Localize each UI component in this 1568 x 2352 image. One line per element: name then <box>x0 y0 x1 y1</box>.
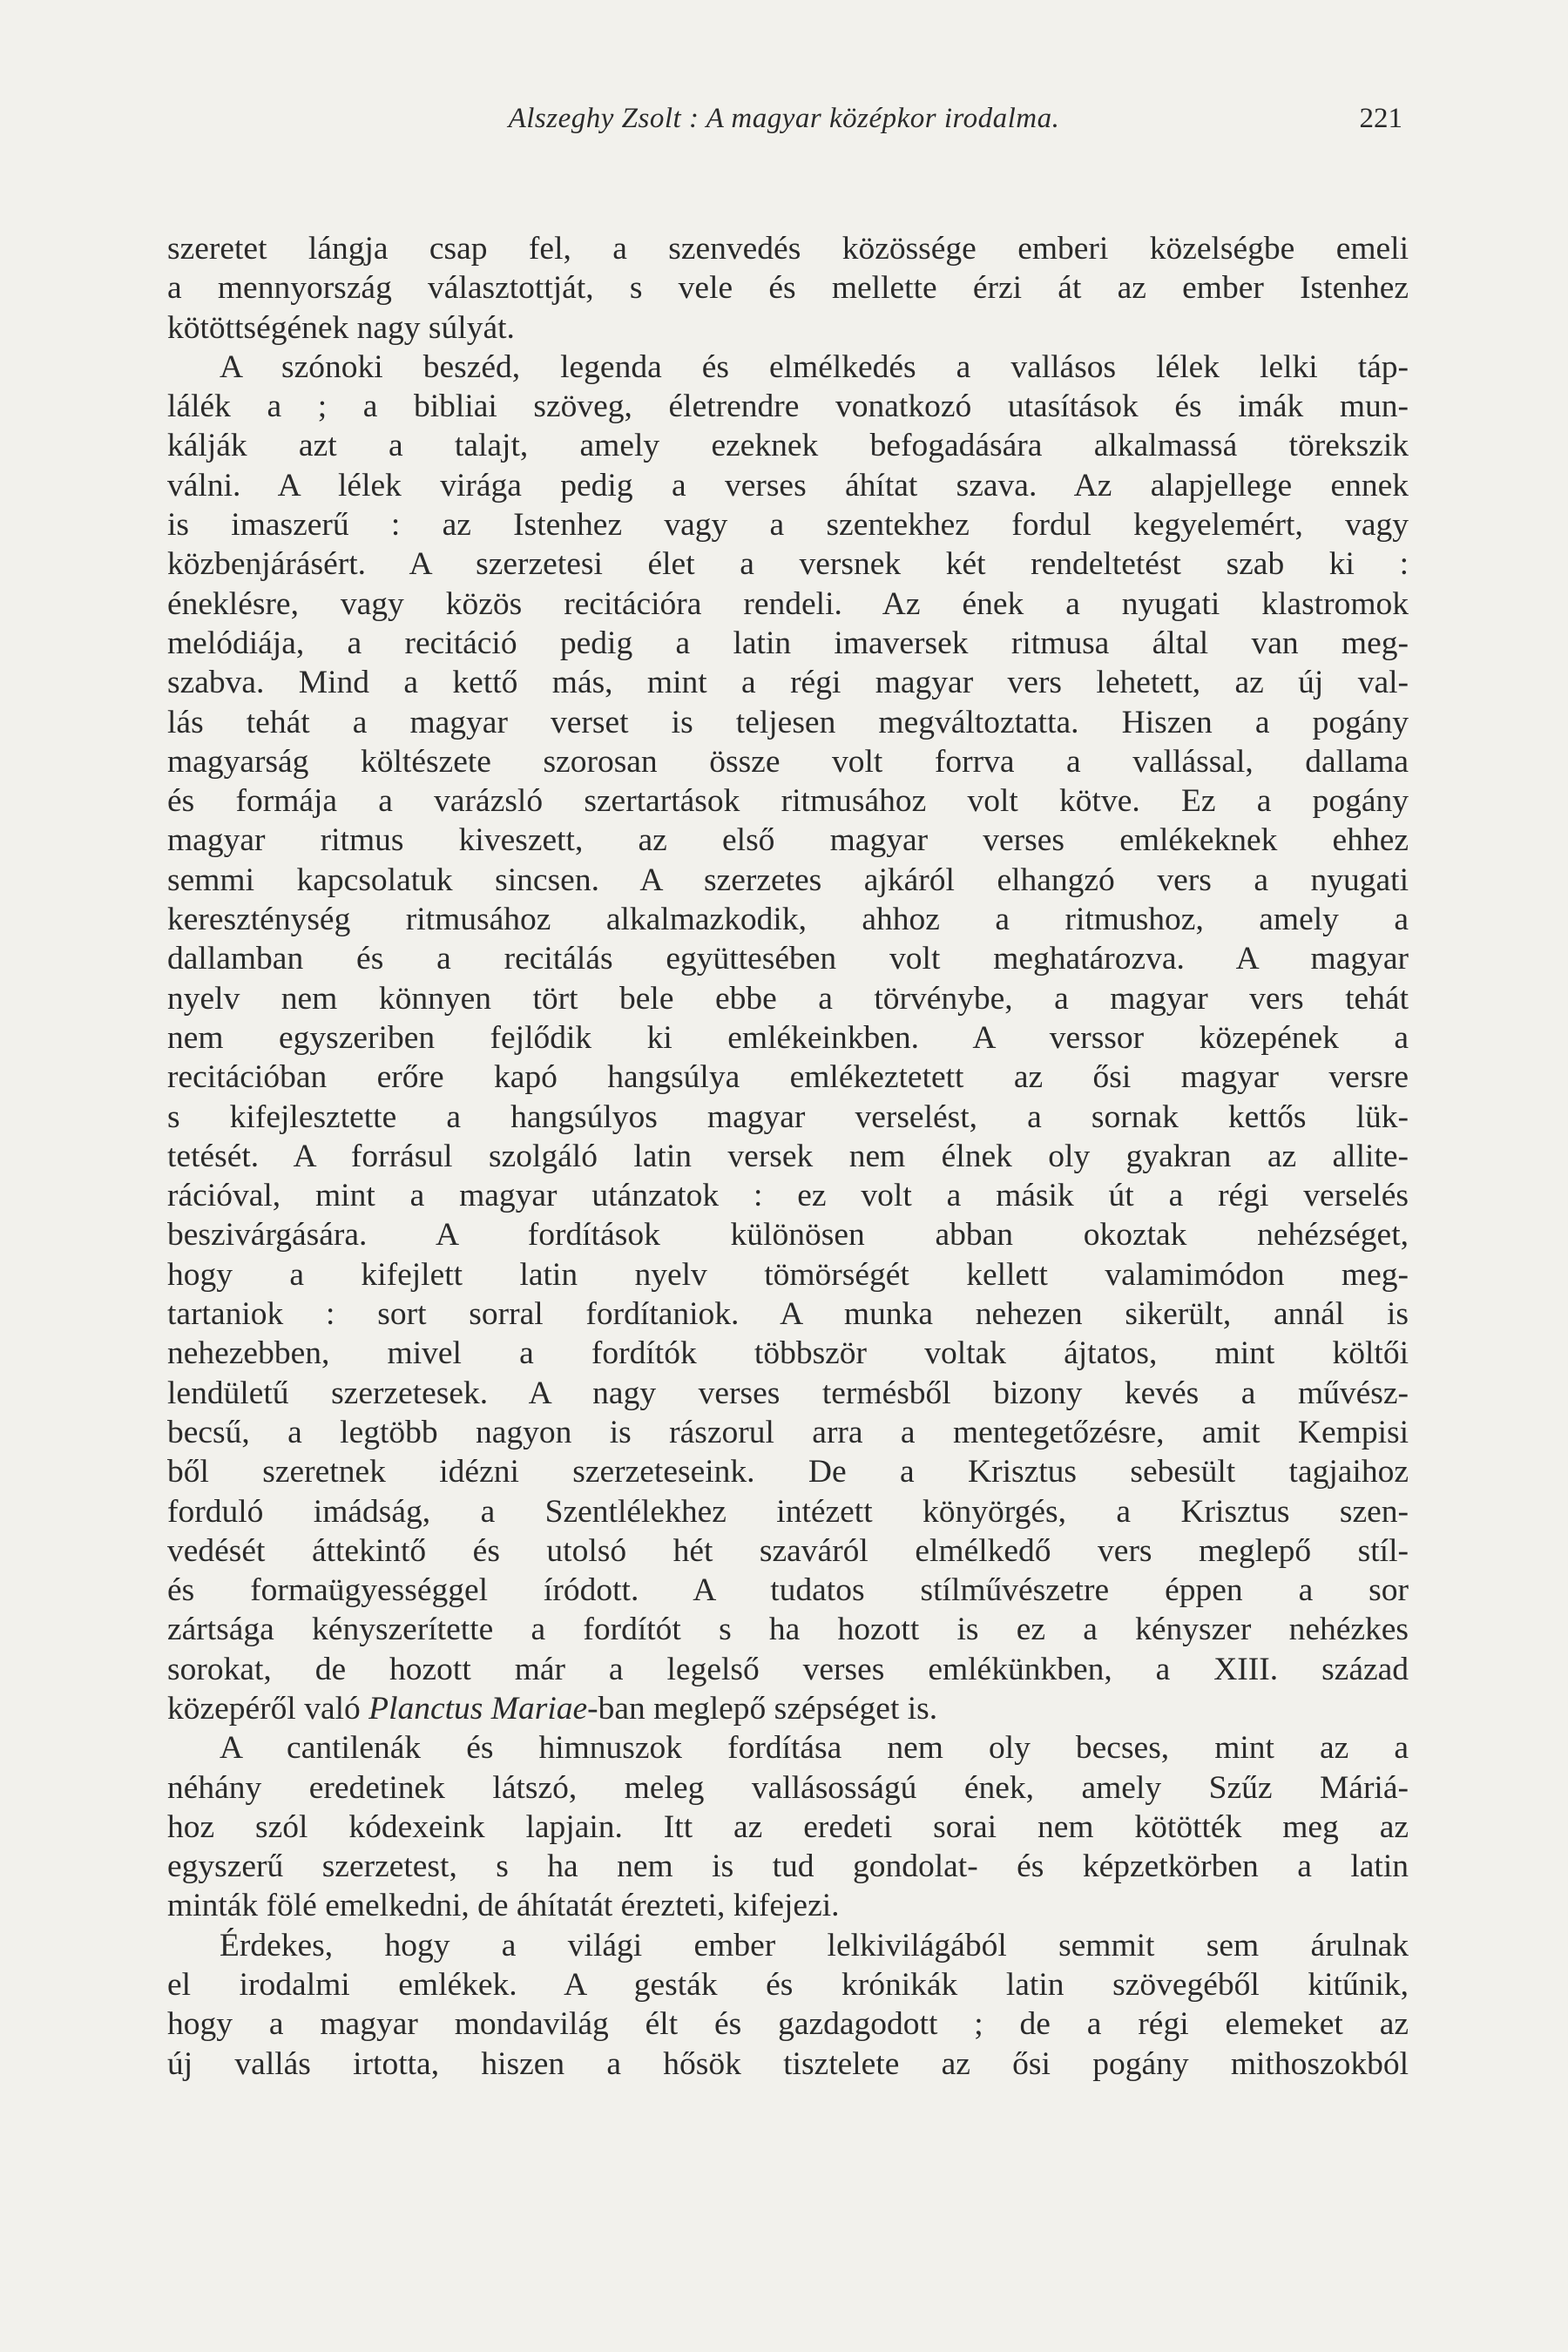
text-line: a mennyország választottját, s vele és mellette érzi át az ember Istenhez <box>167 270 1409 307</box>
text-line: egyszerű szerzetest, s ha nem is tud gondolat- és képzetkörben a latin <box>167 1848 1409 1885</box>
text-line: nem egyszeriben fejlődik ki emlékeinkben. A verssor közepének a <box>167 1019 1409 1056</box>
text-line: szabva. Mind a kettő más, mint a régi magyar vers lehetett, az új val- <box>167 665 1409 701</box>
text-line: tetését. A forrásul szolgáló latin versek nem élnek oly gyakran az allite- <box>167 1138 1409 1174</box>
text-segment: közepéről való <box>167 1690 361 1727</box>
text-line: kereszténység ritmusához alkalmazkodik, ahhoz a ritmushoz, amely a <box>167 902 1409 938</box>
text-line: és formája a varázsló szertartások ritmusához volt kötve. Ez a pogány <box>167 783 1409 820</box>
text-line: melódiája, a recitáció pedig a latin imaversek ritmusa által van meg- <box>167 625 1409 661</box>
text-line: lendületű szerzetesek. A nagy verses termésből bizony kevés a művész- <box>167 1375 1409 1411</box>
text-line: zártsága kényszerítette a fordítót s ha hozott is ez a kényszer nehézkes <box>167 1612 1409 1648</box>
text-line: lálék a ; a bibliai szöveg, életrendre vonatkozó utasítások és imák mun- <box>167 389 1409 425</box>
text-line: szeretet lángja csap fel, a szenvedés közössége emberi közelségbe emeli <box>167 231 1409 267</box>
text-line: A szónoki beszéd, legenda és elmélkedés a vallásos lélek lelki táp- <box>220 348 1409 385</box>
text-line: el irodalmi emlékek. A gesták és krónikák latin szövegéből kitűnik, <box>167 1967 1409 2004</box>
text-segment: -ban meglepő szépséget is. <box>587 1690 938 1727</box>
text-line: recitációban erőre kapó hangsúlya emlékeztetett az ősi magyar versre <box>167 1059 1409 1096</box>
text-line: kálják azt a talajt, amely ezeknek befogadására alkalmassá törekszik <box>167 428 1409 464</box>
text-line: beszivárgására. A fordítások különösen abban okoztak nehézséget, <box>167 1217 1409 1254</box>
text-line: válni. A lélek virága pedig a verses áhítat szava. Az alapjellege ennek <box>167 467 1409 504</box>
text-line <box>167 1689 1409 1728</box>
text-line: hogy a magyar mondavilág élt és gazdagodott ; de a régi elemeket az <box>167 2006 1409 2043</box>
text-line: vedését áttekintő és utolsó hét szaváról elmélkedő vers meglepő stíl- <box>167 1532 1409 1569</box>
text-line: új vallás irtotta, hiszen a hősök tisztelete az ősi pogány mithoszokból <box>167 2045 1409 2082</box>
text-line: lás tehát a magyar verset is teljesen megváltoztatta. Hiszen a pogány <box>167 704 1409 740</box>
text-line: közbenjárásért. A szerzetesi élet a versnek két rendeltetést szab ki : <box>167 546 1409 583</box>
text-line: rációval, mint a magyar utánzatok : ez volt a másik út a régi verselés <box>167 1178 1409 1214</box>
text-line: A cantilenák és himnuszok fordítása nem oly becses, mint az a <box>220 1730 1409 1767</box>
page-header <box>166 103 1402 150</box>
text-line: minták fölé emelkedni, de áhítatát érezteti, kifejezi. <box>167 1888 840 1924</box>
text-line: tartaniok : sort sorral fordítaniok. A munka nehezen sikerült, annál is <box>167 1296 1409 1333</box>
text-line: sorokat, de hozott már a legelső verses emlékünkben, a XIII. század <box>167 1651 1409 1687</box>
text-line: nyelv nem könnyen tört bele ebbe a törvénybe, a magyar vers tehát <box>167 980 1409 1017</box>
page-number: 221 <box>1359 103 1402 134</box>
text-line: néhány eredetinek látszó, meleg vallásosságú ének, amely Szűz Máriá- <box>167 1769 1409 1806</box>
text-line: ből szeretnek idézni szerzeteseink. De a Krisztus sebesült tagjaihoz <box>167 1454 1409 1490</box>
text-line: magyarság költészete szorosan össze volt forrva a vallással, dallama <box>167 743 1409 780</box>
text-line: hoz szól kódexeink lapjain. Itt az eredeti sorai nem kötötték meg az <box>167 1808 1409 1845</box>
text-line: kötöttségének nagy súlyát. <box>167 309 515 346</box>
text-line: és formaügyességgel íródott. A tudatos stílművészetre éppen a sor <box>167 1572 1409 1609</box>
text-line: hogy a kifejlett latin nyelv tömörségét kellett valamimódon meg- <box>167 1256 1409 1293</box>
text-line: s kifejlesztette a hangsúlyos magyar verselést, a sornak kettős lük- <box>167 1098 1409 1135</box>
text-line: forduló imádság, a Szentlélekhez intézett könyörgés, a Krisztus szen- <box>167 1493 1409 1530</box>
text-line: éneklésre, vagy közös recitációra rendeli. Az ének a nyugati klastromok <box>167 585 1409 622</box>
running-title: Alszeghy Zsolt : A magyar középkor irodalma. <box>508 103 1060 134</box>
text-line: semmi kapcsolatuk sincsen. A szerzetes ajkáról elhangzó vers a nyugati <box>167 862 1409 898</box>
body-text <box>167 229 1409 2084</box>
text-line: nehezebben, mivel a fordítók többször voltak ájtatos, mint költői <box>167 1335 1409 1372</box>
text-line: dallamban és a recitálás együttesében volt meghatározva. A magyar <box>167 941 1409 977</box>
text-line: is imaszerű : az Istenhez vagy a szentekhez fordul kegyelemért, vagy <box>167 507 1409 544</box>
text-line: Érdekes, hogy a világi ember lelkivilágából semmit sem árulnak <box>220 1927 1409 1963</box>
text-line: becsű, a legtöbb nagyon is rászorul arra a mentegetőzésre, amit Kempisi <box>167 1414 1409 1450</box>
italic-title: Planctus Mariae <box>368 1690 588 1727</box>
text-line: magyar ritmus kiveszett, az első magyar verses emlékeknek ehhez <box>167 822 1409 859</box>
